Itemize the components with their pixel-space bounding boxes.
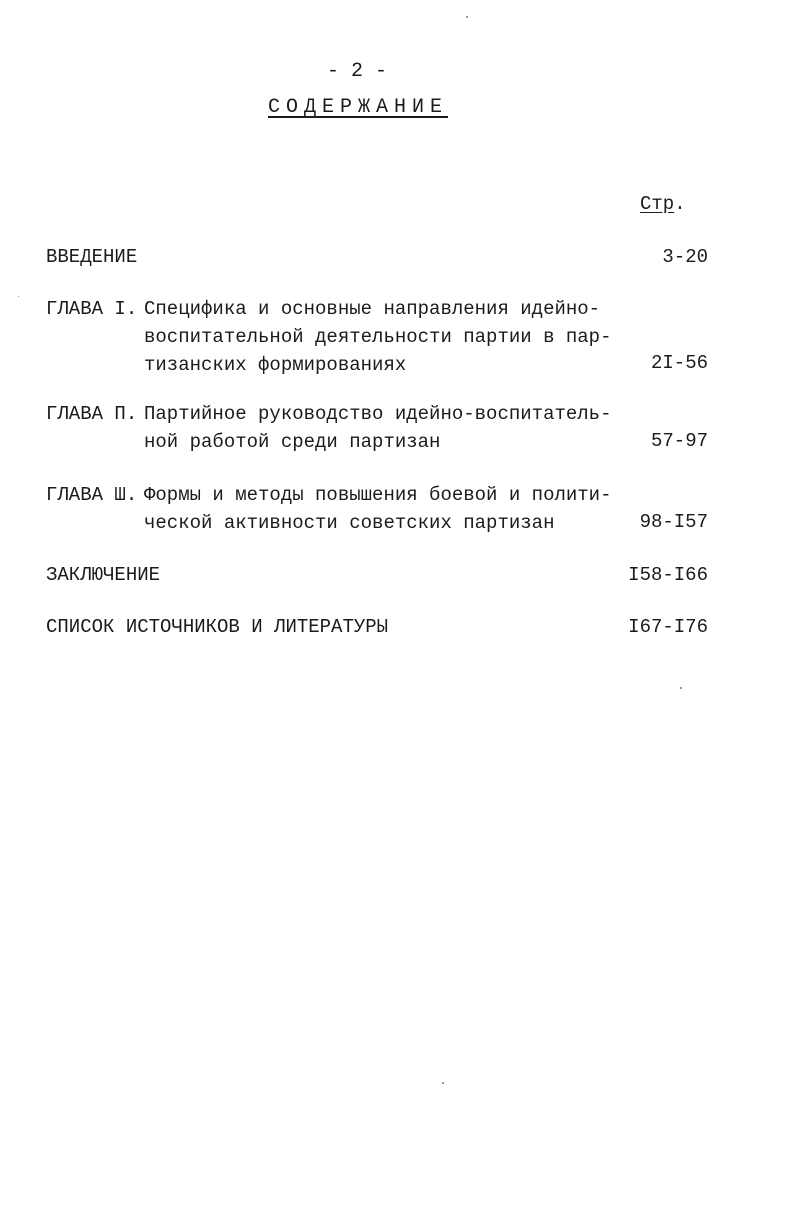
scan-speck (18, 296, 19, 297)
toc-entry-title (144, 295, 612, 379)
toc-entry-title-line: ной работой среди партизан (144, 431, 441, 453)
toc-entry-pages: I67-I76 (628, 616, 708, 638)
scan-speck (680, 687, 682, 689)
toc-title: СОДЕРЖАНИЕ (268, 96, 449, 119)
scan-speck (442, 1082, 444, 1084)
toc-entry-title-line: ческой активности советских партизан (144, 512, 555, 534)
toc-entry-title-line: Партийное руководство идейно-воспитатель- (144, 403, 612, 425)
toc-entry-chapter-label: ГЛАВА I. (46, 298, 138, 320)
toc-entry-pages: 2I-56 (650, 352, 708, 374)
toc-entry-pages: I58-I66 (628, 564, 708, 586)
scan-speck (466, 16, 468, 18)
toc-entry-title-line: воспитательной деятельности партии в пар- (144, 326, 612, 348)
toc-entry-chapter-label: ГЛАВА П. (46, 403, 138, 425)
toc-entry-title-line: Специфика и основные направления идейно- (144, 298, 601, 320)
toc-entry-title: СПИСОК ИСТОЧНИКОВ И ЛИТЕРАТУРЫ (46, 616, 389, 638)
toc-entry-title (144, 400, 612, 456)
page-column-header-suffix: . (674, 193, 686, 215)
toc-entry-chapter-label: ГЛАВА Ш. (46, 484, 138, 506)
toc-entry-pages: 3-20 (662, 246, 708, 268)
toc-entry-title (144, 481, 612, 537)
page-number: - 2 - (326, 60, 387, 83)
page-column-header (640, 193, 686, 215)
toc-entry-title-line: тизанских формированиях (144, 354, 407, 376)
toc-entry-pages: 98-I57 (639, 511, 708, 533)
toc-entry-title: ВВЕДЕНИЕ (46, 246, 138, 268)
toc-entry-title: ЗАКЛЮЧЕНИЕ (46, 564, 161, 586)
toc-entry-pages: 57-97 (650, 430, 708, 452)
toc-entry-title-line: Формы и методы повышения боевой и полити- (144, 484, 612, 506)
page-column-header-label: Стр (640, 193, 675, 215)
